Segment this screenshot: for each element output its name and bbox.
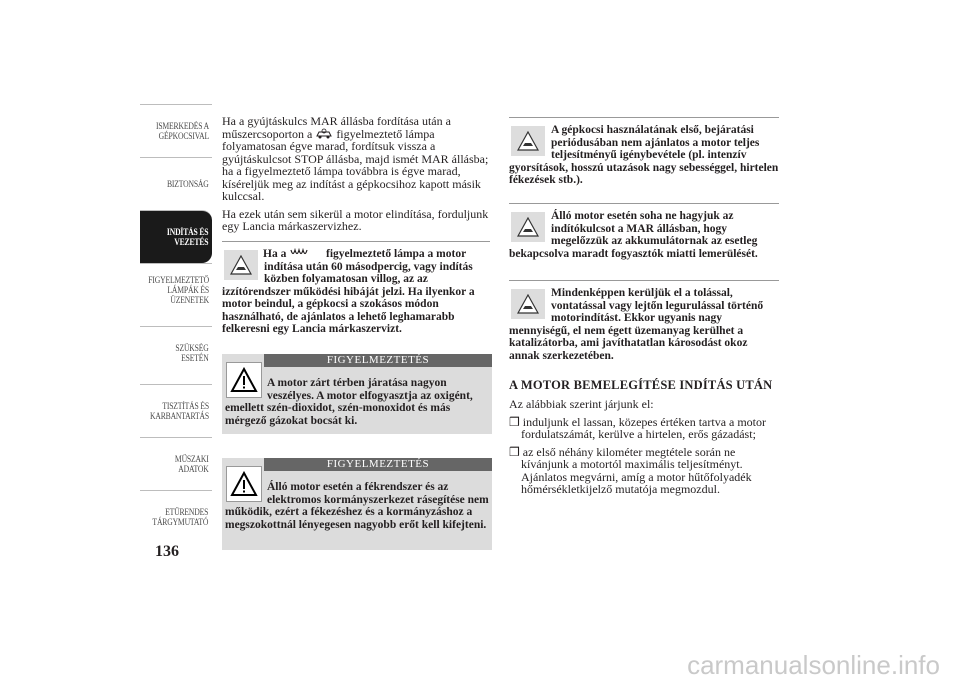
note-box: [509, 280, 779, 363]
text: Ha a gyújtáskulcs MAR állásba fordítása után a műszercsoporton a: [222, 114, 451, 141]
text: figyelmeztető lámpa folyamatosan égve marad, fordítsuk vissza a gyújtáskulcsot STOP állásba, majd ismét MAR állásba; ha a figyelmeztető lámpa továbbra is égve marad, kíséreljük meg az indítást a gépkocsihoz kapott másik kulccsal.: [222, 126, 489, 203]
text: Ha a: [263, 248, 287, 260]
note-text: [509, 124, 779, 187]
note-box: [509, 203, 779, 264]
immobilizer-icon: [315, 128, 333, 139]
warning-body: Álló motor esetén a fékrendszer és az elektromos kormányszerkezet rásegítése nem működik, ezért a fékezéshez és a kormányzáshoz a megszokottnál lényegesen nagyobb erőt kell kifejteni.: [225, 481, 489, 531]
paragraph: Az alábbiak szerint járjunk el:: [509, 397, 654, 411]
note-body: A gépkocsi használatának első, bejáratási periódusában nem ajánlatos a motor teljes teljesítményű igénybevétele (pl. intenzív gyorsítások, hosszú utazások nagy sebességgel, hirtelen fékezések stb.).: [509, 124, 779, 186]
note-text: [509, 287, 779, 362]
tab-safety[interactable]: [140, 157, 212, 210]
paragraph: [222, 115, 490, 203]
tab-label: TISZTÍTÁS ÉS KARBANTARTÁS: [149, 401, 209, 421]
note-body: figyelmeztető lámpa a motor indítása után 60 másodpercig, vagy indítás közben folyamatosan villog, az az izzítórendszer működési hibáját jelzi. Ha ilyenkor a motor beindul, a gépkocsi a szokásos módon használható, de ajánlatos a lehető leghamarabb felkeresni egy Lancia márkaszervizt.: [222, 248, 475, 335]
warning-box: [222, 354, 492, 434]
warning-heading: FIGYELMEZTETÉS: [264, 458, 492, 471]
section-heading: A MOTOR BEMELEGÍTÉSE INDÍTÁS UTÁN: [509, 378, 773, 392]
tab-starting-driving[interactable]: [140, 210, 212, 263]
warning-text: [225, 377, 489, 427]
paragraph: Ha ezek után sem sikerül a motor elindítása, forduljunk egy Lancia márkaszervizhez.: [222, 206, 489, 233]
tab-index[interactable]: [140, 490, 212, 543]
note-text: [509, 210, 779, 260]
tab-emergency[interactable]: [140, 326, 212, 379]
tab-warning-lights[interactable]: [140, 263, 212, 316]
warning-heading: FIGYELMEZTETÉS: [264, 354, 492, 367]
tab-label: INDÍTÁS ÉS VEZETÉS: [167, 227, 209, 247]
tab-label: MŰSZAKI ADATOK: [174, 454, 209, 474]
tab-label: ISMERKEDÉS A GÉPKOCSIVAL: [155, 121, 209, 141]
note-box: [222, 241, 490, 338]
page-number: 136: [155, 543, 179, 560]
note-body: Álló motor esetén soha ne hagyjuk az indítókulcsot a MAR állásban, hogy megelőzzük az akkumulátornak az esetleg bekapcsolva maradt fogyasztók miatti lemerülését.: [509, 210, 758, 260]
right-column-text: [509, 398, 779, 501]
list-item: ❒ az első néhány kilométer megtétele során ne kívánjunk a motortól maximális teljesítményt. Ajánlatos megvárni, amíg a motor hűtőfolyadék hőmérsékletkijelző mutatója megmozdul.: [509, 444, 752, 496]
tab-maintenance[interactable]: [140, 384, 212, 437]
tab-technical-data[interactable]: [140, 437, 212, 490]
warning-text: [225, 481, 489, 531]
note-text: [222, 248, 490, 336]
tab-label: BIZTONSÁG: [166, 179, 209, 189]
tab-label: SZÜKSÉG ESETÉN: [175, 343, 209, 363]
tab-label: FIGYELMEZTETŐ LÁMPÁK ÉS ÜZENETEK: [147, 275, 209, 305]
tab-getting-to-know[interactable]: [140, 104, 212, 157]
warning-body: A motor zárt térben járatása nagyon veszélyes. A motor elfogyasztja az oxigént, emellett szén-dioxidot, szén-monoxidot és más mérgező gázokat bocsát ki.: [225, 377, 473, 427]
note-box: [509, 117, 779, 188]
tab-label: ETŰRENDES TÁRGYMUTATÓ: [152, 507, 209, 527]
warning-box: [222, 458, 492, 550]
note-body: Mindenképpen kerüljük el a tolással, vontatással vagy lejtőn legurulással történő motorindítást. Ekkor ugyanis nagy mennyiségű, el nem égett üzemanyag kerülhet a katalizátorba, ami javíthatatlan károsodást okoz annak szerkezetében.: [509, 287, 764, 362]
list-item: ❒ induljunk el lassan, közepes értéken tartva a motor fordulatszámát, kerülve a hirtelen, erős gázadást;: [509, 414, 767, 441]
left-column: [222, 115, 490, 238]
watermark: carmanualsonline.info: [687, 650, 940, 680]
